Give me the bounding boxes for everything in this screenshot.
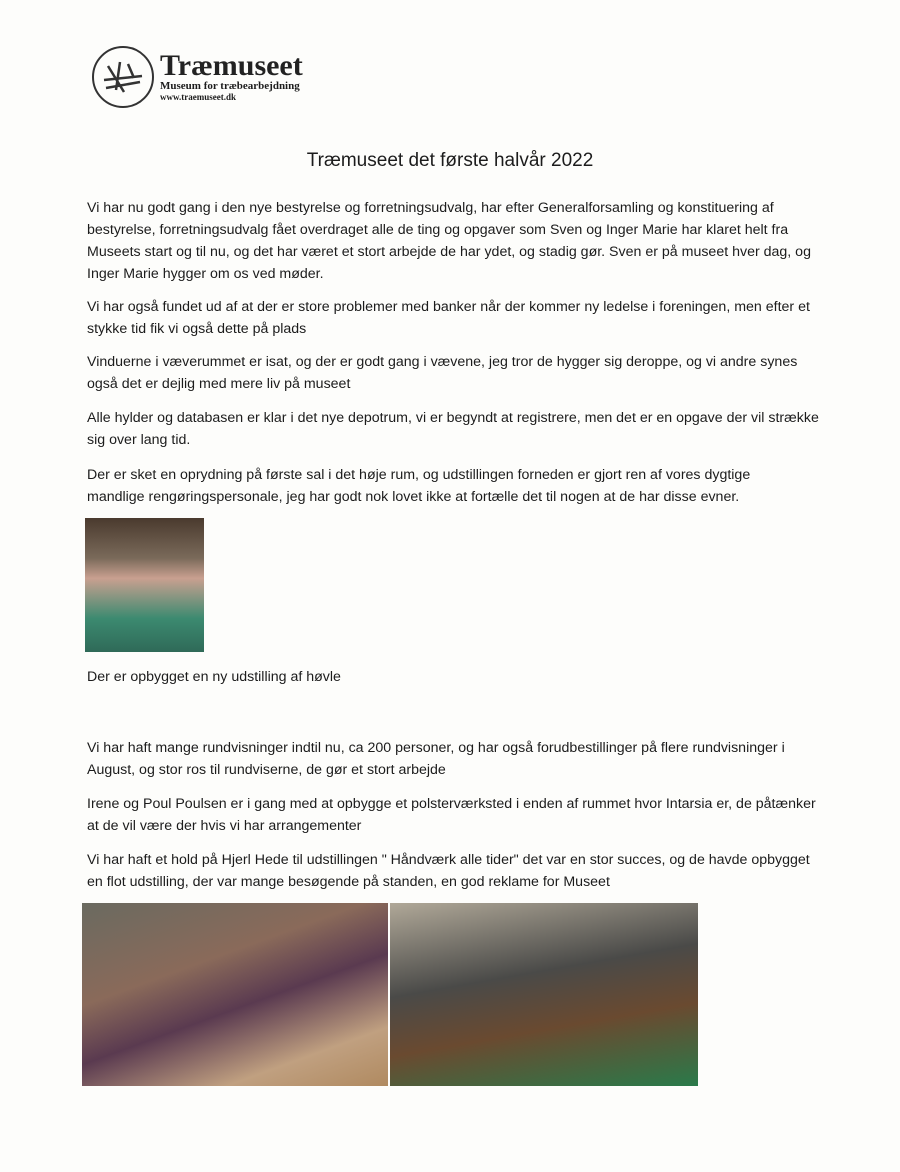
photo-caption: Der er opbygget en ny udstilling af høvle: [87, 669, 341, 685]
logo-seal-icon: [92, 46, 154, 108]
paragraph: Vi har nu godt gang i den nye bestyrelse og forretningsudvalg, har efter Generalforsamling og konstituering af bestyrelse, forretningsudvalg fået overdraget alle de ting og opgaver som Sven og Inger Marie har klaret helt fra Museets start og til nu, og det har været et stort arbejde de har ydet, og stadig gør. Sven er på museet hver dag, og Inger Marie hygger om os ved møder.: [87, 200, 811, 282]
page-title: Træmuseet det første halvår 2022: [306, 150, 594, 171]
photo-exhibition-stand: [390, 903, 698, 1086]
paragraph: Vi har haft mange rundvisninger indtil nu, ca 200 personer, og har også forudbestillinger på flere rundvisninger i August, og stor ros til rundviserne, de gør et stort arbejde: [87, 740, 785, 778]
photo-children-planing: [82, 903, 388, 1086]
photo-volunteer: [85, 518, 204, 652]
paragraph: Vinduerne i væverummet er isat, og der er godt gang i vævene, jeg tror de hygger sig deroppe, og vi andre synes også det er dejlig med mere liv på museet: [87, 354, 798, 392]
logo-name: Træmuseet: [160, 49, 303, 82]
paragraph: Vi har haft et hold på Hjerl Hede til udstillingen " Håndværk alle tider" det var en stor succes, og de havde opbygget en flot udstilling, der var mange besøgende på standen, en god reklame for Museet: [87, 852, 810, 890]
paragraph: Der er sket en oprydning på første sal i det høje rum, og udstillingen forneden er gjort ren af vores dygtige mandlige rengøringspersonale, jeg har godt nok lovet ikke at fortælle det til nogen at de har disse evner.: [87, 467, 751, 505]
logo-url: www.traemuseet.dk: [160, 92, 236, 102]
logo-subtitle: Museum for træbearbejdning: [160, 80, 300, 92]
paragraph: Irene og Poul Poulsen er i gang med at opbygge et polsterværksted i enden af rummet hvor Intarsia er, de påtænker at de vil være der hvis vi har arrangementer: [87, 796, 816, 834]
museum-logo: [92, 46, 303, 108]
paragraph: Alle hylder og databasen er klar i det nye depotrum, vi er begyndt at registrere, men det er en opgave der vil strække sig over lang tid.: [87, 410, 819, 448]
paragraph: Vi har også fundet ud af at der er store problemer med banker når der kommer ny ledelse i foreningen, men efter et stykke tid fik vi også dette på plads: [87, 299, 810, 337]
